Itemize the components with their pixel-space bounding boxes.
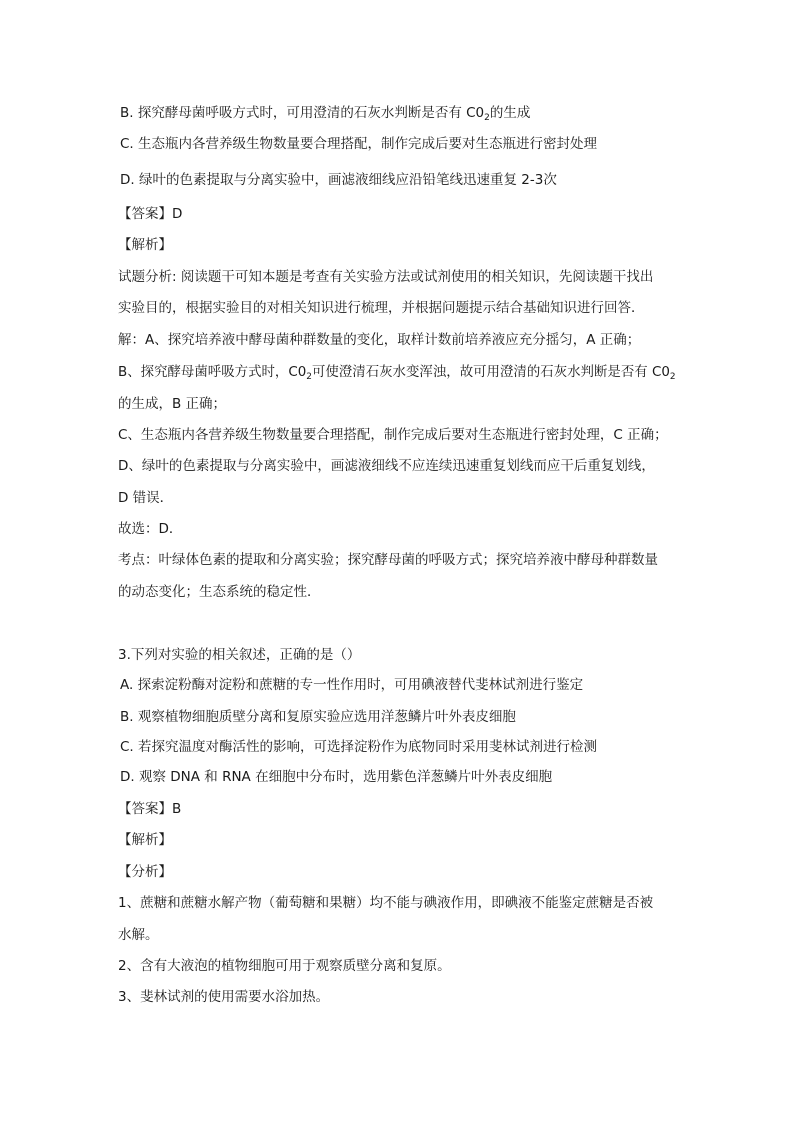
q2-solution-b-cont: 的生成，B 正确； xyxy=(118,396,227,412)
q2-option-d: D. 绿叶的色素提取与分离实验中，画滤液细线应沿铅笔线迅速重复 2-3次 xyxy=(120,172,557,188)
q3-analysis-subheading: 【分析】 xyxy=(118,864,172,880)
q2-option-c: C. 生态瓶内各营养级生物数量要合理搭配，制作完成后要对生态瓶进行密封处理 xyxy=(120,136,598,152)
q2-answer: 【答案】D xyxy=(118,206,183,222)
q2-points-line-2: 的动态变化；生态系统的稳定性． xyxy=(118,584,321,600)
q3-stem: 3.下列对实验的相关叙述，正确的是（） xyxy=(118,647,361,663)
q2-choice: 故选：D． xyxy=(118,521,183,537)
q2-analysis-heading: 【解析】 xyxy=(118,237,172,253)
q2-points-line-1: 考点：叶绿体色素的提取和分离实验；探究酵母菌的呼吸方式；探究培养液中酵母种群数量 xyxy=(118,552,658,568)
q3-point-3: 3、斐林试剂的使用需要水浴加热。 xyxy=(118,989,330,1005)
q2-solution-c: C、生态瓶内各营养级生物数量要合理搭配，制作完成后要对生态瓶进行密封处理，C 正确； xyxy=(118,427,668,443)
q2-solution-b: B、探究酵母菌呼吸方式时，$C0_2$可使澄清石灰水变浑浊，故可用澄清的石灰水判断是否有 $C0_2$ xyxy=(118,364,676,382)
q3-option-c: C. 若探究温度对酶活性的影响，可选择淀粉作为底物同时采用斐林试剂进行检测 xyxy=(120,739,598,755)
q2-solution-d: D、绿叶的色素提取与分离实验中，画滤液细线不应连续迅速重复划线而应干后重复划线， xyxy=(118,458,655,474)
q2-analysis-line-1: 试题分析: 阅读题干可知本题是考查有关实验方法或试剂使用的相关知识，先阅读题干找出 xyxy=(118,269,654,285)
q3-point-2: 2、含有大液泡的植物细胞可用于观察质壁分离和复原。 xyxy=(118,958,451,974)
q3-point-1-cont: 水解。 xyxy=(118,927,159,943)
q2-solution-d-cont: D 错误． xyxy=(118,490,174,506)
q3-analysis-heading: 【解析】 xyxy=(118,832,172,848)
q2-solution-a: 解：A、探究培养液中酵母菌种群数量的变化，取样计数前培养液应充分摇匀，A 正确； xyxy=(118,332,641,348)
q2-analysis-line-2: 实验目的，根据实验目的对相关知识进行梳理，并根据问题提示结合基础知识进行回答． xyxy=(118,300,645,316)
q3-answer: 【答案】B xyxy=(118,801,182,817)
q3-option-b: B. 观察植物细胞质壁分离和复原实验应选用洋葱鳞片叶外表皮细胞 xyxy=(120,709,516,725)
q3-point-1: 1、蔗糖和蔗糖水解产物（葡萄糖和果糖）均不能与碘液作用，即碘液不能鉴定蔗糖是否被 xyxy=(118,895,654,911)
q3-option-d: D. 观察 DNA 和 RNA 在细胞中分布时，选用紫色洋葱鳞片叶外表皮细胞 xyxy=(120,769,553,785)
q2-option-b: B. 探究酵母菌呼吸方式时，可用澄清的石灰水判断是否有 $C0_2$的生成 xyxy=(120,105,531,123)
q3-option-a: A. 探索淀粉酶对淀粉和蔗糖的专一性作用时，可用碘液替代斐林试剂进行鉴定 xyxy=(120,677,584,693)
